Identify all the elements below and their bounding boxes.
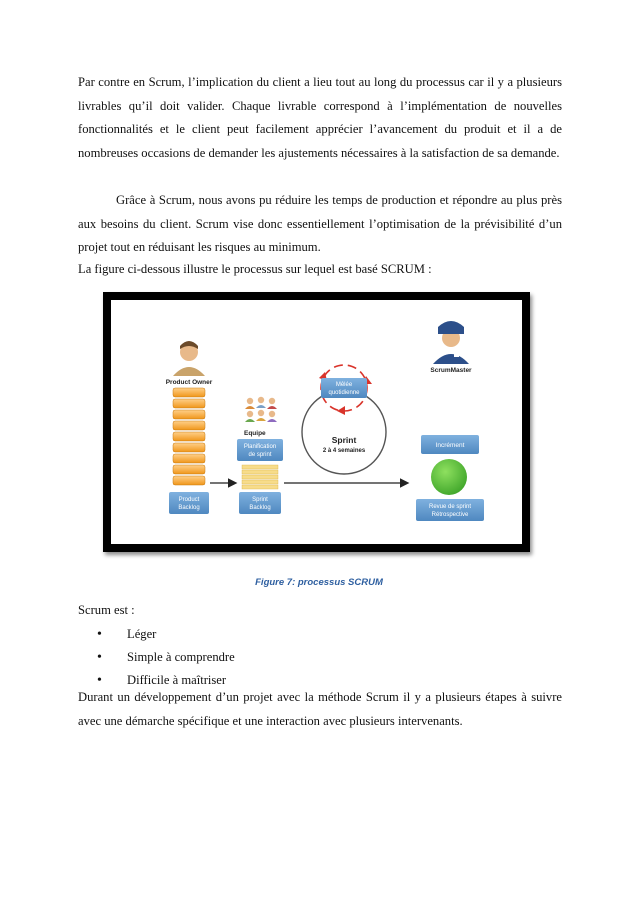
team-icons <box>245 397 277 422</box>
sprint-review-label-1: Revue de sprint <box>428 504 472 510</box>
paragraph-scrum-is: Scrum est : <box>78 603 135 617</box>
daily-scrum-label-2: quotidienne <box>328 390 360 396</box>
product-owner-label: Product Owner <box>165 379 213 386</box>
sprint-backlog-label-1: Sprint <box>252 497 268 503</box>
scrum-master-label: ScrumMaster <box>430 367 472 374</box>
paragraph-scrum-benefits: Grâce à Scrum, nous avons pu réduire les temps de production et répondre au plus près aux besoins du client. Scrum vise donc essentiellement l’optimisation de la prévisibilité d’un projet tout en réduisant les risques au minimum. <box>78 193 562 254</box>
paragraph-development-steps: Durant un développement d’un projet avec la méthode Scrum il y a plusieurs étapes à suivre avec une démarche spécifique et une interaction avec plusieurs intervenants. <box>78 690 562 728</box>
paragraph-figure-intro: La figure ci-dessous illustre le processus sur lequel est basé SCRUM : <box>78 262 432 276</box>
sprint-review-label-2: Rétrospective <box>431 512 469 518</box>
scrum-master-icon <box>433 321 469 364</box>
product-owner-icon <box>173 341 205 376</box>
increment-label: Incrément <box>435 442 465 449</box>
product-backlog-stack <box>173 388 205 485</box>
sprint-backlog-stack <box>242 465 278 489</box>
increment-product-circle <box>431 459 467 495</box>
list-item: • Simple à comprendre <box>97 646 235 669</box>
daily-scrum-label-1: Mêlée <box>335 382 353 388</box>
list-item: • Difficile à maîtriser <box>97 669 235 692</box>
figure-caption: Figure 7: processus SCRUM <box>255 577 383 588</box>
scrum-diagram <box>111 300 522 544</box>
sprint-backlog-label-2: Backlog <box>249 505 271 511</box>
product-backlog-label-1: Product <box>178 497 200 503</box>
sprint-planning-label-2: de sprint <box>248 452 272 458</box>
scrum-figure <box>103 292 530 552</box>
paragraph-client-involvement: Par contre en Scrum, l’implication du client a lieu tout au long du processus car il y a plusieurs livrables qu’il doit valider. Chaque livrable correspond à l’implémentation de nouvelles fonctionnalités et le client peut facilement apprécier l’avancement du produit et il a de nombreuses occasions de demander les ajustements nécessaires à la satisfaction de sa demande. <box>78 75 562 160</box>
sprint-label: Sprint <box>331 435 357 445</box>
sprint-cycle-circle <box>302 390 386 474</box>
product-backlog-label-2: Backlog <box>178 505 200 511</box>
list-item: • Léger <box>97 623 235 646</box>
sprint-duration-label: 2 à 4 semaines <box>322 448 366 454</box>
team-label: Equipe <box>244 430 266 437</box>
scrum-qualities-list <box>97 623 235 692</box>
sprint-planning-label-1: Planification <box>243 444 277 450</box>
